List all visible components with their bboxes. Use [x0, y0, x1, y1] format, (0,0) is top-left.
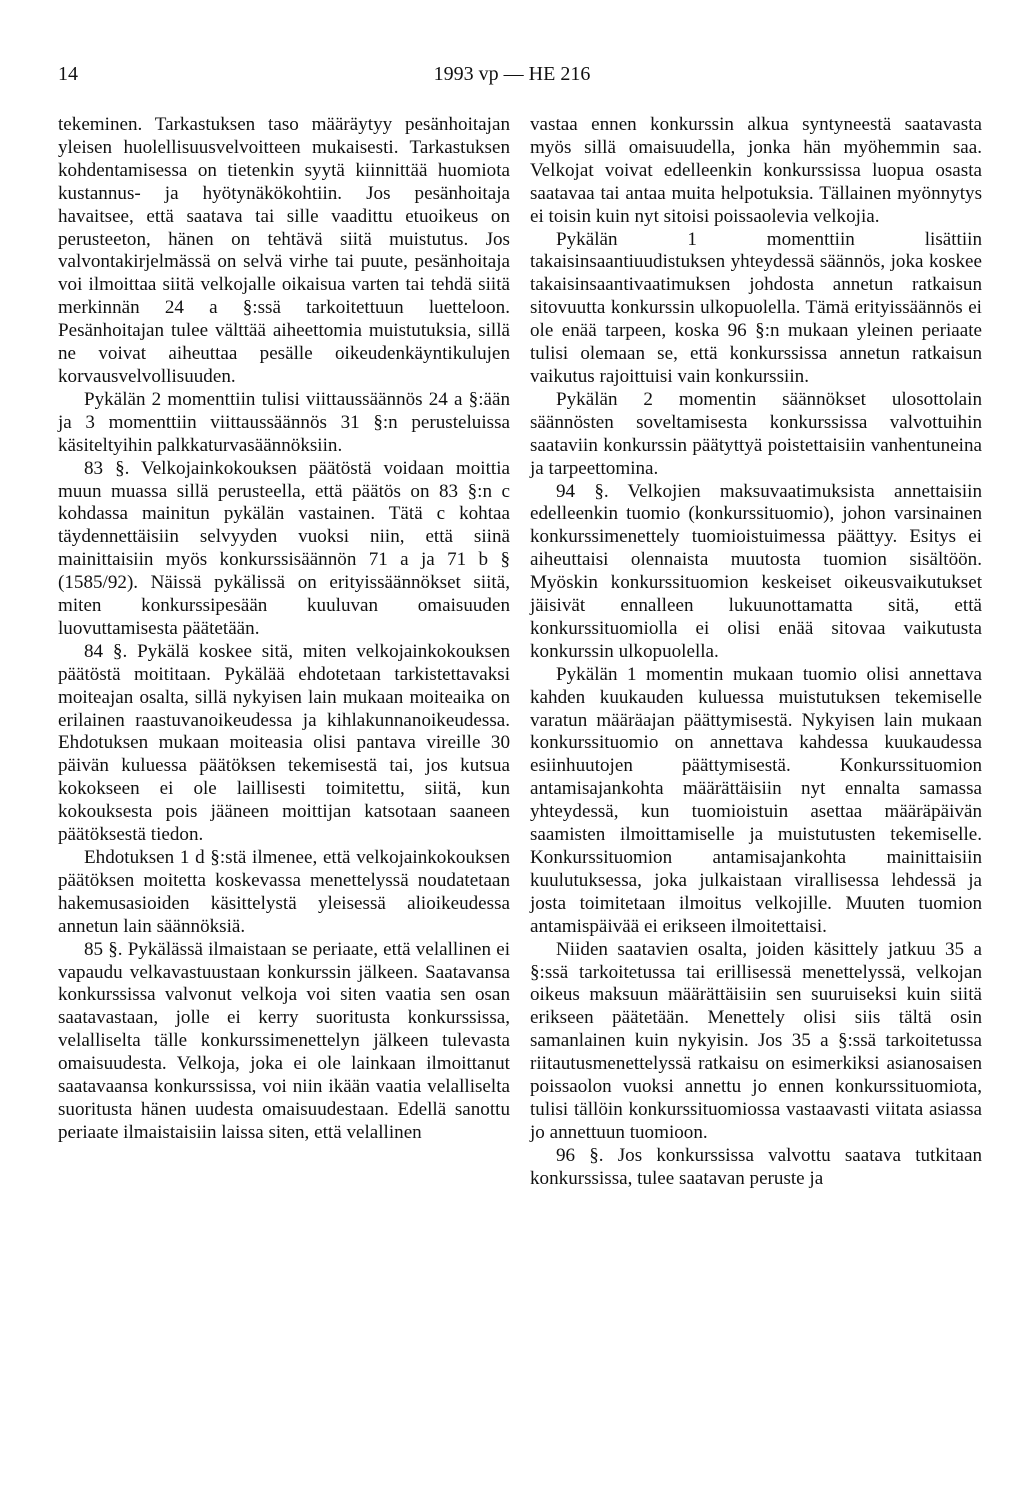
right-column [530, 114, 982, 1191]
paragraph: Pykälän 2 momenttiin tulisi viittaussäännös 24 a §:ään ja 3 momenttiin viittaussäännös 31 §:n perusteluissa käsiteltyihin palkkaturvasäännöksiin. [58, 388, 510, 456]
paragraph: vastaa ennen konkurssin alkua syntyneestä saatavasta myös sillä omaisuudella, jonka hän myöhemmin saa. Velkojat voivat edelleenkin konkurssissa luopua osasta saatavaa tai antaa muita helpotuksia. Tällainen myönnytys ei toisin kuin nyt sitoisi poissaolevia velkojia. [530, 114, 982, 227]
paragraph: Pykälän 1 momentin mukaan tuomio olisi annettava kahden kuukauden kuluessa muistutuksen tekemiselle varatun määräajan päättymisestä. Nykyisen lain mukaan konkurssituomio on annettava kahdessa kuukaudessa esiinhuutojen päättymisestä. Konkurssituomion antamisajankohta määrättäisiin nyt ennalta samassa yhteydessä, kun tuomioistuin asettaa määräpäivän saamisten ilmoittamiselle ja muistutusten tekemiselle. Konkurssituomion antamisajankohta mainittaisiin kuulutuksessa, joka julkaistaan virallisessa lehdessä ja josta toimitetaan ilmoitus velkojille. Muuten tuomion antamispäivää ei erikseen ilmoitettaisi. [530, 663, 982, 937]
page-header: 1993 vp — HE 216 [433, 63, 591, 85]
paragraph: 84 §. Pykälä koskee sitä, miten velkojainkokouksen päätöstä moititaan. Pykälää ehdotetaan tarkistettavaksi moiteajan osalta, sillä nykyisen lain mukaan moiteaika on erilainen raastuvanoikeudessa ja kihlakunnanoikeudessa. Ehdotuksen mukaan moiteasia olisi pantava vireille 30 päivän kuluessa päätöksen tekemisestä tai, jos kutsua kokokseen ei ole laillisesti toimitettu, siitä, kun kokouksesta pois jääneen moittijan katsotaan saaneen päätöksestä tiedon. [58, 640, 510, 846]
paragraph: Pykälän 1 momenttiin lisättiin takaisinsaantiuudistuksen yhteydessä säännös, joka koskee takaisinsaantivaatimuksen johdosta annetun ratkaisun sitovuutta konkurssin ulkopuolella. Tämä erityissäännös ei ole enää tarpeen, koska 96 §:n mukaan yleinen periaate tulisi olemaan se, että konkurssissa annetun ratkaisun vaikutus rajoittuisi vain konkurssiin. [530, 228, 982, 387]
paragraph: 83 §. Velkojainkokouksen päätöstä voidaan moittia muun muassa sillä perusteella, että päätös on 83 §:n c kohdassa mainitun pykälän vastainen. Tätä c kohtaa täydennettäisiin selvyyden vuoksi niin, että siinä mainittaisiin myös konkurssisäännön 71 a ja 71 b § (1585/92). Näissä pykälissä on erityissäännökset siitä, miten konkurssipesään kuuluvan omaisuuden luovuttamisesta päätetään. [58, 457, 510, 639]
paragraph: Ehdotuksen 1 d §:stä ilmenee, että velkojainkokouksen päätöksen moitetta koskevassa menettelyssä noudatetaan hakemusasioiden käsittelystä yleisessä alioikeudessa annetun lain säännöksiä. [58, 847, 510, 937]
paragraph: Pykälän 2 momentin säännökset ulosottolain säännösten soveltamisesta konkurssissa valvottuihin saataviin konkurssin päätyttyä poistettaisiin vanhentuneina ja tarpeettomina. [530, 388, 982, 479]
left-column [58, 114, 510, 1145]
paragraph: 94 §. Velkojien maksuvaatimuksista annettaisiin edelleenkin tuomio (konkurssituomio), johon varsinainen konkurssimenettely tuomioistuimessa päättyy. Esitys ei aiheuttaisi olennaista muutosta tuomion sisältöön. Myöskin konkurssituomion keskeiset oikeusvaikutukset jäisivät ennalleen lukuunottamatta sitä, että konkurssituomiolla ei olisi enää sitovaa vaikutusta konkurssin ulkopuolella. [530, 480, 982, 662]
paragraph: 96 §. Jos konkurssissa valvottu saatava tutkitaan konkurssissa, tulee saatavan peruste ja [530, 1144, 982, 1189]
paragraph: tekeminen. Tarkastuksen taso määräytyy pesänhoitajan yleisen huolellisuusvelvoitteen mukaisesti. Tarkastuksen kohdentamisessa on tietenkin syytä kiinnittää huomiota kustannus- ja hyötynäkökohtiin. Jos pesänhoitaja havaitsee, että saatava tai sille vaadittu etuoikeus on perusteeton, hänen on tehtävä siitä muistutus. Jos valvontakirjelmässä on selvä virhe tai puute, pesänhoitaja voi ilmoittaa siitä velkojalle oikaisua varten tai tehdä siitä merkinnän 24 a §:ssä tarkoitettuun luetteloon. Pesänhoitajan tulee välttää aiheettomia muistutuksia, sillä ne voivat aiheuttaa pesälle oikeudenkäyntikulujen korvausvelvollisuuden. [58, 114, 510, 387]
paragraph: Niiden saatavien osalta, joiden käsittely jatkuu 35 a §:ssä tarkoitetussa tai erillisessä menettelyssä, velkojan oikeus maksuun määrättäisiin sen suuruiseksi kuin siitä erikseen päätetään. Menettely olisi siis tältä osin samanlainen kuin nykyisin. Jos 35 a §:ssä tarkoitetussa riitautusmenettelyssä ratkaisu on esimerkiksi asianosaisen poissaolon vuoksi annettu jo ennen konkurssituomiota, tulisi tällöin konkurssituomiossa vastaavasti viitata asiassa jo annettuun tuomioon. [530, 938, 982, 1143]
paragraph: 85 §. Pykälässä ilmaistaan se periaate, että velallinen ei vapaudu velkavastuustaan konkurssin jälkeen. Saatavansa konkurssissa valvonut velkoja voi siten vaatia sen osan saatavastaan, jolle ei kerry suoritusta konkurssissa, velalliselta tälle konkurssimenettelyn jälkeen tulevasta omaisuudesta. Velkoja, joka ei ole lainkaan ilmoittanut saatavaansa konkurssissa, voi niin ikään vaatia velalliselta suoritusta hänen uudesta omaisuudestaan. Edellä sanottu periaate ilmaistaisiin laissa siten, että velallinen [58, 938, 510, 1143]
page-number: 14 [58, 63, 78, 85]
